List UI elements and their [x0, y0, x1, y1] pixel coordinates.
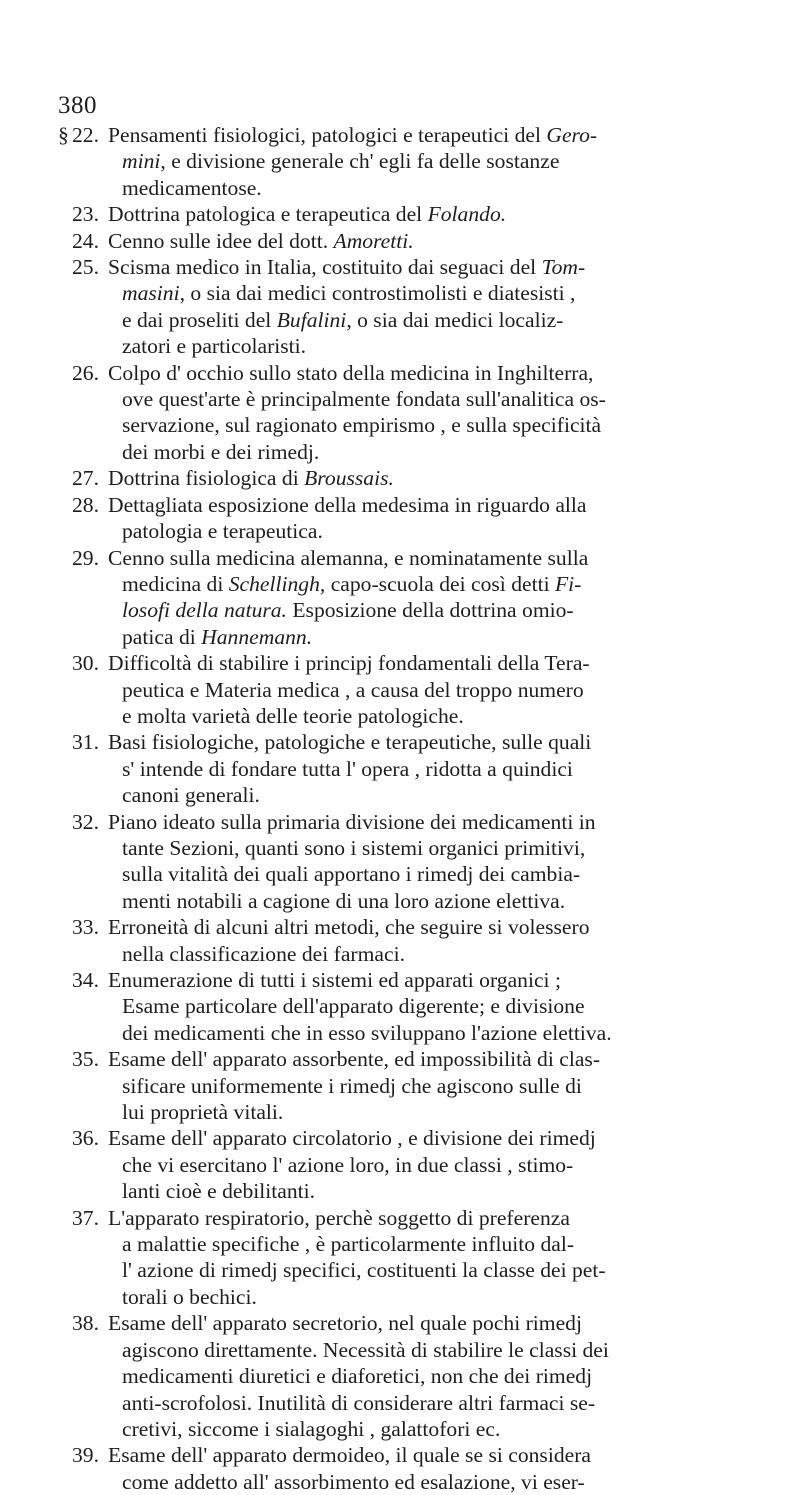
section-mark: [58, 545, 72, 651]
text-line: patologia e terapeutica.: [122, 519, 323, 544]
italic-name: Hannemann.: [201, 624, 313, 649]
entry-number: 34.: [72, 968, 99, 992]
entry-text: [108, 1046, 748, 1125]
entry-text: [108, 967, 748, 1046]
section-mark: [58, 1310, 72, 1442]
entry-text: [108, 729, 748, 808]
entry-text: [108, 360, 748, 466]
list-item: [58, 809, 748, 915]
text-line: Basi fisiologiche, patologiche e terapeutiche, sulle quali: [108, 730, 592, 755]
text-line: Pensamenti fisiologici, patologici e terapeutici del Gero-: [108, 123, 598, 147]
text-line: mini, e divisione generale ch' egli fa delle sostanze: [122, 149, 560, 174]
italic-name: Gero-: [546, 123, 598, 147]
entry-number: 39.: [72, 1443, 99, 1468]
text-line: Difficoltà di stabilire i principj fondamentali della Tera-: [108, 651, 590, 676]
entry-number: 24.: [72, 228, 99, 253]
italic-name: Schellingh,: [228, 571, 326, 596]
text-line: Esame dell' apparato circolatorio , e divisione dei rimedj: [108, 1126, 596, 1151]
text-line: canoni generali.: [122, 783, 260, 808]
text-line: L'apparato respiratorio, perchè soggetto di preferenza: [108, 1205, 570, 1230]
entry-text: [108, 465, 748, 491]
list-item: [58, 914, 748, 967]
page-number: 380: [58, 92, 97, 119]
text-line: Dettagliata esposizione della medesima in riguardo alla: [108, 492, 587, 517]
list-item: [58, 1205, 748, 1311]
list-item: [58, 729, 748, 808]
entry-number: 30.: [72, 651, 99, 676]
entry-text: [108, 1310, 748, 1442]
text-line: Piano ideato sulla primaria divisione dei medicamenti in: [108, 809, 596, 834]
text-line: sulla vitalità dei quali apportano i rimedj dei cambia-: [122, 862, 581, 887]
text-line: Colpo d' occhio sullo stato della medicina in Inghilterra,: [108, 360, 594, 385]
text-line: Cenno sulla medicina alemanna, e nominatamente sulla: [108, 545, 589, 570]
section-mark: [58, 809, 72, 915]
text-line: ove quest'arte è principalmente fondata sull'analitica os-: [122, 387, 606, 412]
list-item: [58, 545, 748, 651]
text-line: servazione, sul ragionato empirismo , e sulla specificità: [122, 413, 602, 438]
entry-number: 25.: [72, 255, 99, 280]
text-line: masini, o sia dai medici controstimolisti e diatesisti ,: [122, 281, 576, 306]
text-line: Esame particolare dell'apparato digerente; e divisione: [122, 994, 585, 1019]
entry-number: 22.: [72, 123, 99, 147]
entry-text: [108, 492, 748, 545]
text-line: zatori e particolaristi.: [122, 334, 307, 359]
list-item: [58, 122, 748, 201]
entry-number: 35.: [72, 1047, 99, 1072]
list-item: [58, 1310, 748, 1442]
text-line: Esame dell' apparato secretorio, nel quale pochi rimedj: [108, 1311, 582, 1336]
text-line: anti-scrofolosi. Inutilità di considerare altri farmaci se-: [122, 1390, 596, 1415]
list-item: [58, 228, 748, 254]
text-line: patica di Hannemann.: [122, 624, 313, 649]
italic-name: Amoretti.: [333, 228, 414, 253]
section-mark: [58, 1442, 72, 1495]
italic-name: Bufalini: [276, 307, 347, 332]
entry-number: 38.: [72, 1311, 99, 1336]
section-mark: [58, 650, 72, 729]
text-line: come addetto all' assorbimento ed esalazione, vi eser-: [122, 1469, 585, 1494]
list-item: [58, 254, 748, 360]
text-line: losofi della natura. Esposizione della dottrina omio-: [122, 598, 574, 623]
table-of-contents: [58, 122, 748, 1495]
text-line: dei medicamenti che in esso sviluppano l'azione elettiva.: [122, 1020, 612, 1045]
text-line: Enumerazione di tutti i sistemi ed apparati organici ;: [108, 968, 561, 992]
text-line: Erroneità di alcuni altri metodi, che seguire si volessero: [108, 915, 590, 940]
italic-name: Tom-: [541, 255, 586, 280]
entry-text: [108, 650, 748, 729]
list-item: [58, 967, 748, 1046]
entry-number: 27.: [72, 466, 99, 491]
entry-text: [108, 809, 748, 915]
text-line: e molta varietà delle teorie patologiche.: [122, 703, 464, 728]
entry-number: 37.: [72, 1205, 99, 1230]
text-line: nella classificazione dei farmaci.: [122, 941, 405, 966]
text-line: peutica e Materia medica , a causa del troppo numero: [122, 677, 584, 702]
section-mark: [58, 360, 72, 466]
section-mark: [58, 1046, 72, 1125]
text-line: Esame dell' apparato assorbente, ed impossibilità di clas-: [108, 1047, 601, 1072]
section-mark: [58, 465, 72, 491]
text-line: lui proprietà vitali.: [122, 1100, 284, 1125]
entry-text: [108, 545, 748, 651]
entry-number: 32.: [72, 809, 99, 834]
italic-name: Fi-: [554, 571, 582, 596]
entry-number: 28.: [72, 492, 99, 517]
list-item: [58, 360, 748, 466]
italic-name: losofi della natura.: [122, 598, 287, 623]
text-line: sificare uniformemente i rimedj che agiscono sulle di: [122, 1073, 582, 1098]
list-item: [58, 650, 748, 729]
section-mark: [58, 492, 72, 545]
text-line: che vi esercitano l' azione loro, in due classi , stimo-: [122, 1152, 574, 1177]
entry-number: 26.: [72, 360, 99, 385]
text-line: medicina di Schellingh, capo-scuola dei così detti Fi-: [122, 571, 582, 596]
text-line: medicamenti diuretici e diaforetici, non che dei rimedj: [122, 1364, 593, 1389]
section-mark: [58, 201, 72, 227]
section-mark: [58, 1125, 72, 1204]
text-line: Dottrina fisiologica di Broussais.: [108, 466, 394, 491]
list-item: [58, 492, 748, 545]
entry-text: [108, 228, 748, 254]
entry-text: [108, 1125, 748, 1204]
text-line: s' intende di fondare tutta l' opera , ridotta a quindici: [122, 756, 573, 781]
text-line: dei morbi e dei rimedj.: [122, 439, 320, 464]
entry-text: [108, 1442, 748, 1495]
entry-number: 36.: [72, 1126, 99, 1151]
text-line: Esame dell' apparato dermoideo, il quale se si considera: [108, 1443, 591, 1468]
list-item: [58, 1046, 748, 1125]
section-mark: [58, 967, 72, 1046]
italic-name: mini: [122, 149, 161, 174]
italic-name: Broussais.: [304, 466, 394, 491]
italic-name: Folando.: [427, 202, 507, 227]
text-line: torali o bechici.: [122, 1284, 257, 1309]
entry-text: [108, 1205, 748, 1311]
entry-text: [108, 254, 748, 360]
text-line: Cenno sulle idee del dott. Amoretti.: [108, 228, 414, 253]
text-line: e dai proseliti del Bufalini, o sia dai medici localiz-: [122, 307, 564, 332]
list-item: [58, 1442, 748, 1495]
italic-name: masini: [122, 281, 180, 306]
entry-text: [108, 122, 748, 201]
entry-number: 29.: [72, 545, 99, 570]
section-mark: §: [58, 123, 69, 147]
entry-text: [108, 201, 748, 227]
text-line: l' azione di rimedj specifici, costituenti la classe dei pet-: [122, 1258, 606, 1283]
text-line: Dottrina patologica e terapeutica del Folando.: [108, 202, 507, 227]
text-line: agiscono direttamente. Necessità di stabilire le classi dei: [122, 1337, 609, 1362]
text-line: menti notabili a cagione di una loro azione elettiva.: [122, 888, 566, 913]
section-mark: [58, 729, 72, 808]
text-line: a malattie specifiche , è particolarmente influito dal-: [122, 1232, 575, 1257]
text-line: medicamentose.: [122, 175, 262, 200]
entry-text: [108, 914, 748, 967]
text-line: cretivi, siccome i sialagoghi , galattofori ec.: [122, 1416, 501, 1441]
section-mark: [58, 228, 72, 254]
entry-number: 33.: [72, 915, 99, 940]
list-item: [58, 1125, 748, 1204]
text-line: Scisma medico in Italia, costituito dai seguaci del Tom-: [108, 255, 586, 280]
section-mark: [58, 1205, 72, 1311]
entry-number: 31.: [72, 730, 99, 755]
text-line: lanti cioè e debilitanti.: [122, 1179, 316, 1204]
list-item: [58, 465, 748, 491]
list-item: [58, 201, 748, 227]
section-mark: [58, 254, 72, 360]
entry-number: 23.: [72, 202, 99, 227]
section-mark: [58, 914, 72, 967]
text-line: tante Sezioni, quanti sono i sistemi organici primitivi,: [122, 835, 586, 860]
